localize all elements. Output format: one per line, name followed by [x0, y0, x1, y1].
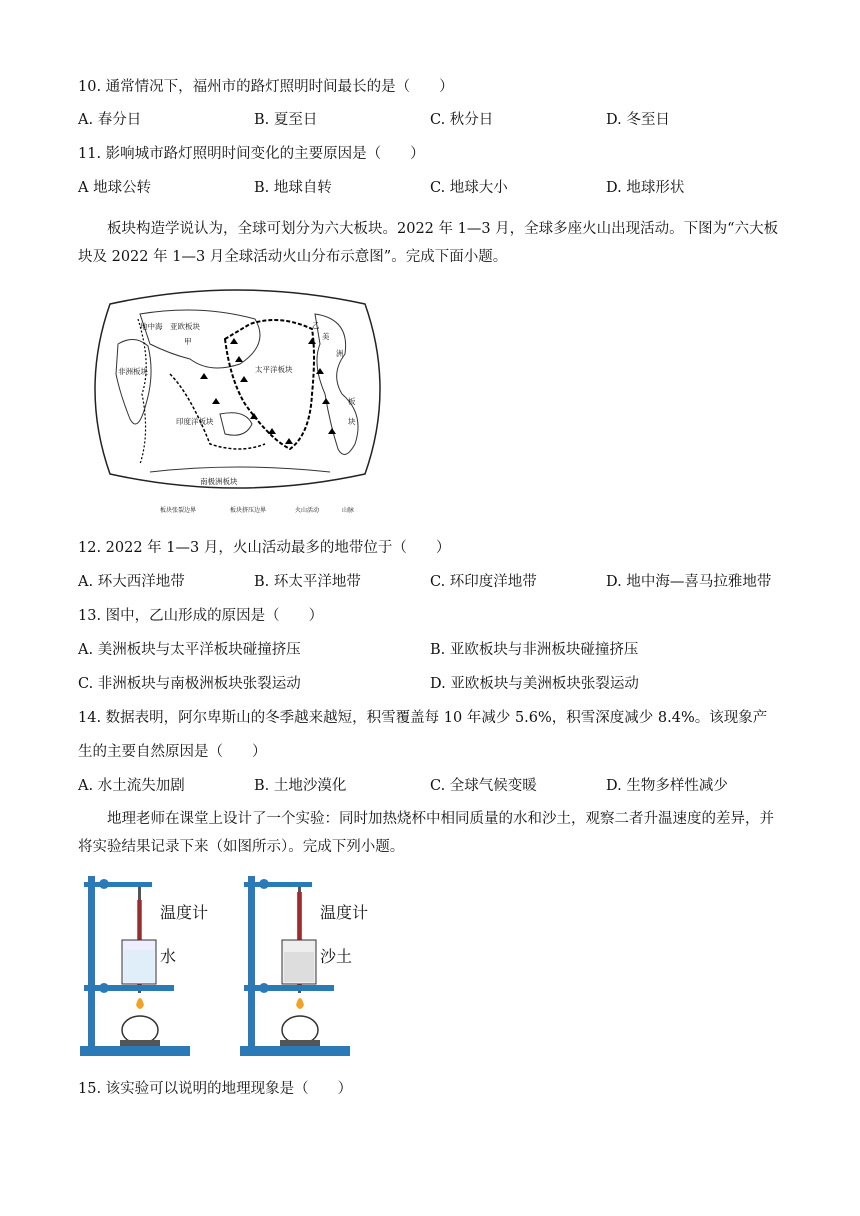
- label-mediterranean: 地中海: [140, 322, 163, 331]
- map-legend: [160, 506, 354, 514]
- q13-option-a: A. 美洲板块与太平洋板块碰撞挤压: [78, 642, 301, 658]
- label-thermometer-2: 温度计: [320, 903, 369, 922]
- q11-option-d: D. 地球形状: [606, 180, 685, 196]
- experiment-figure: [80, 870, 390, 1060]
- label-jia: 甲: [184, 337, 192, 346]
- q13-option-d: D. 亚欧板块与美洲板块张裂运动: [430, 676, 639, 692]
- label-indian: 印度洋板块: [176, 417, 214, 426]
- legend-collision: 板块挤压边界: [230, 507, 267, 514]
- passage-plates: 板块构造学说认为，全球可划分为六大板块。2022 年 1—3 月，全球多座火山出现活动。下图为“六大板块及 2022 年 1—3 月全球活动火山分布示意图”。完成下面小题。: [78, 221, 779, 265]
- q12-stem: 12. 2022 年 1—3 月，火山活动最多的地带位于（ ）: [78, 540, 451, 556]
- plate-map-figure: [80, 284, 395, 524]
- q12-option-c: C. 环印度洋地带: [430, 574, 537, 590]
- q10-option-c: C. 秋分日: [430, 112, 494, 128]
- q11-stem: 11. 影响城市路灯照明时间变化的主要原因是（ ）: [78, 146, 425, 162]
- q10-option-b: B. 夏至日: [254, 112, 318, 128]
- q14-stem-line1: 14. 数据表明，阿尔卑斯山的冬季越来越短，积雪覆盖每 10 年减少 5.6%，积雪深度减少 8.4%。该现象产: [78, 710, 768, 726]
- label-america-1: 美: [322, 332, 330, 341]
- label-yi: 乙: [312, 321, 320, 330]
- legend-mountain: 山脉: [342, 507, 355, 514]
- label-africa: 非洲板块: [118, 367, 148, 376]
- q13-option-b: B. 亚欧板块与非洲板块碰撞挤压: [430, 642, 639, 658]
- q13-stem: 13. 图中，乙山形成的原因是（ ）: [78, 608, 324, 624]
- q14-option-a: A. 水土流失加剧: [78, 778, 185, 794]
- q11-option-b: B. 地球自转: [254, 180, 332, 196]
- q12-option-b: B. 环太平洋地带: [254, 574, 361, 590]
- q12-option-a: A. 环大西洋地带: [78, 574, 185, 590]
- passage-experiment: 地理老师在课堂上设计了一个实验：同时加热烧杯中相同质量的水和沙土，观察二者升温速度的差异，并将实验结果记录下来（如图所示）。完成下列小题。: [78, 811, 774, 855]
- q13-option-c: C. 非洲板块与南极洲板块张裂运动: [78, 676, 301, 692]
- legend-volcano: 火山活动: [295, 507, 320, 514]
- label-sand: 沙土: [320, 947, 353, 966]
- q14-option-c: C. 全球气候变暖: [430, 778, 537, 794]
- label-water: 水: [160, 947, 177, 966]
- label-antarctic: 南极洲板块: [200, 477, 238, 486]
- q14-option-b: B. 土地沙漠化: [254, 778, 347, 794]
- label-america-4: 块: [348, 417, 356, 426]
- label-thermometer-1: 温度计: [160, 903, 209, 922]
- q10-option-d: D. 冬至日: [606, 112, 670, 128]
- q12-option-d: D. 地中海—喜马拉雅地带: [606, 574, 772, 590]
- q14-stem-line2: 生的主要自然原因是（ ）: [78, 744, 267, 760]
- q10-stem: 10. 通常情况下，福州市的路灯照明时间最长的是（ ）: [78, 79, 454, 95]
- label-america-2: 洲: [336, 349, 344, 358]
- label-america-3: 板: [348, 397, 356, 406]
- q15-stem: 15. 该实验可以说明的地理现象是（ ）: [78, 1081, 353, 1097]
- label-pacific: 太平洋板块: [255, 365, 293, 374]
- q14-option-d: D. 生物多样性减少: [606, 778, 728, 794]
- q11-option-a: A 地球公转: [78, 180, 152, 196]
- legend-rift: 板块张裂边界: [160, 507, 197, 514]
- label-eurasia: 亚欧板块: [170, 322, 200, 331]
- q11-option-c: C. 地球大小: [430, 180, 508, 196]
- q10-option-a: A. 春分日: [78, 112, 142, 128]
